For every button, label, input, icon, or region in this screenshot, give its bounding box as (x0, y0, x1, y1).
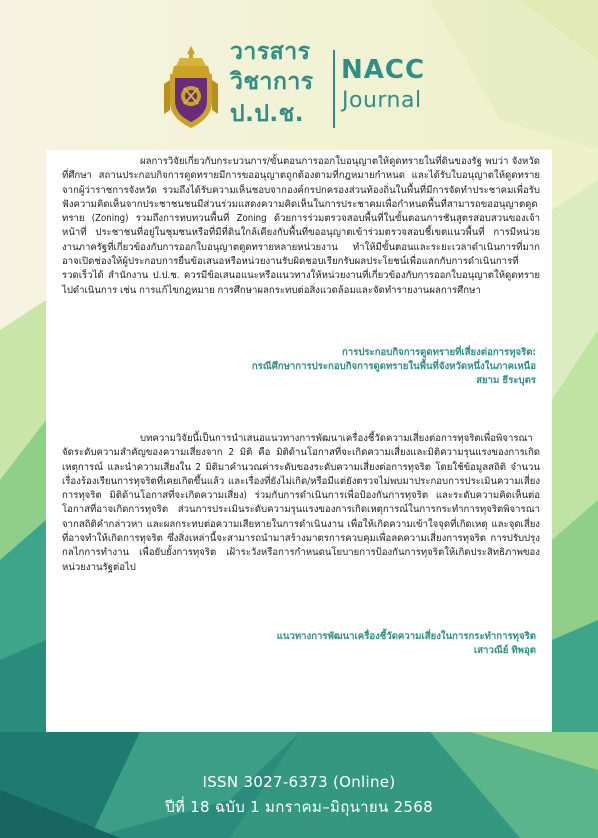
nacc-emblem-icon (162, 44, 220, 132)
header-divider (333, 50, 335, 128)
article-1-abstract: ผลการวิจัยเกี่ยวกับกระบวนการ/ขั้นตอนการออกใบอนุญาตให้ดูดทรายในที่ดินของรัฐ พบว่า จังหวัดที่ศึกษา สถานประกอบกิจการดูดทรายมีการขออนุญาตถูกต้องตามที่กฎหมายกำหนด และได้รับใบอนุญาตให้ดูดทรายจากผู้ว่าราชการจังหวัด รวมถึงได้รับความเห็นชอบจากองค์กรปกครองส่วนท้องถิ่นในพื้นที่มีการจัดทำประชาคมเพื่อรับฟังความคิดเห็นจากประชาชนชนมีส่วนร่วมแสดงความคิดเห็นในการประชาคมเพื่อกำหนดพื้นที่สามารถขออนุญาตดูดทราย (Zoning) รวมถึงการทบทวนพื้นที่ Zoning ด้วยการร่วมตรวจสอบพื้นที่ในขั้นตอนการชันสูตรสอบสวนของเจ้าหน้าที่ ประชาชนที่อยู่ในชุมชนหรือที่มีที่ดินใกล้เคียงกับพื้นที่ขออนุญาตเข้าร่วมตรวจสอบชี้เขตแนวพื้นที่ การมีหน่วยงานภาครัฐที่เกี่ยวข้องกับการออกใบอนุญาตดูดทรายหลายหน่วยงาน ทำให้มีขั้นตอนและระยะเวลาดำเนินการที่มาก อาจเปิดช่องให้ผู้ประกอบการยื่นข้อเสนอหรือหน่วยงานรับผิดชอบเรียกรับผลประโยชน์เพื่อแลกกับการดำเนินการที่รวดเร็วได้ สำนักงาน ป.ป.ช. ควรมีข้อเสนอแนะหรือแนวทางให้หน่วยงานที่เกี่ยวข้องกับการออกใบอนุญาตให้ดูดทรายไปดำเนินการ เช่น การแก้ไขกฎหมาย การศึกษาผลกระทบต่อสิ่งแวดล้อมและจัดทำรายงานผลการศึกษา (62, 156, 540, 296)
article-2-title-line1: แนวทางการพัฒนาเครื่องชี้วัดความเสี่ยงในการกระทำการทุจริต (276, 631, 536, 642)
article-2-abstract: บทความวิจัยนี้เป็นการนำเสนอแนวทางการพัฒนาเครื่องชี้วัดความเสี่ยงต่อการทุจริตเพื่อพิจารณาจัดระดับความสำคัญของความเสี่ยงจาก 2 มิติ คือ มิติด้านโอกาสที่จะเกิดความเสี่ยงและมิติความรุนแรงของการเกิดเหตุการณ์ และนำความเสี่ยงใน 2 มิติมาคำนวณค่าระดับของระดับความเสี่ยงต่อการทุจริต โดยใช้ข้อมูลสถิติ จำนวนเรื่องร้องเรียนการทุจริตที่เคยเกิดขึ้นแล้ว และเรื่องที่ยังไม่เกิด/หรือมีแต่ยังตรวจไม่พบมาประกอบการประเมินความเสี่ยงการทุจริต มิติด้านโอกาสที่จะเกิดความเสี่ยง) ร่วมกับการดำเนินการเพื่อป้องกันการทุจริต และระดับความคิดเห็นต่อโอกาสที่อาจเกิดการทุจริต ส่วนการประเมินระดับความรุนแรงของการเกิดเหตุการณ์ในการกระทำการทุจริตพิจารณาจากสถิติคำกล่าวหา และผลกระทบต่อความเสียหายในการดำเนินงาน เพื่อให้เกิดความเข้าใจจุดที่เกิดเหตุ และจุดเสี่ยงที่อาจทำให้เกิดการทุจริต ซึ่งสิ่งเหล่านี้จะสามารถนำมาสร้างมาตรการควบคุมเพื่อลดความเสี่ยงการทุจริต การปรับปรุงกลไกการทำงาน เพื่อยับยั้งการทุจริต เฝ้าระวังหรือการกำหนดนโยบายการป้องกันการทุจริตให้เกิดประสิทธิภาพของหน่วยงานรัฐต่อไป (62, 433, 540, 573)
journal-name-th-line2: วิชาการ (230, 69, 314, 95)
footer-issue: ปีที่ 18 ฉบับ 1 มกราคม–มิถุนายน 2568 (165, 798, 433, 816)
article-2-author: เสาวณีย์ ทิพอุต (473, 645, 536, 656)
footer-issn: ISSN 3027-6373 (Online) (202, 773, 396, 791)
journal-name-en-line1: NACC (341, 55, 426, 85)
article-1-title-line1: การประกอบกิจการดูดทรายที่เสี่ยงต่อการทุจริต: (341, 347, 536, 358)
journal-name-th-line3: ป.ป.ช. (230, 101, 305, 127)
journal-name-en-line2: Journal (342, 88, 422, 113)
article-1-author: สยาม ธีระบุตร (476, 375, 536, 386)
bg-shape (552, 620, 598, 740)
article-1-title-line2: กรณีศึกษาการประกอบกิจการดูดทรายในพื้นที่จังหวัดหนึ่งในภาคเหนือ (251, 361, 536, 372)
journal-name-th-line1: วารสาร (230, 39, 311, 65)
journal-header (0, 0, 598, 140)
